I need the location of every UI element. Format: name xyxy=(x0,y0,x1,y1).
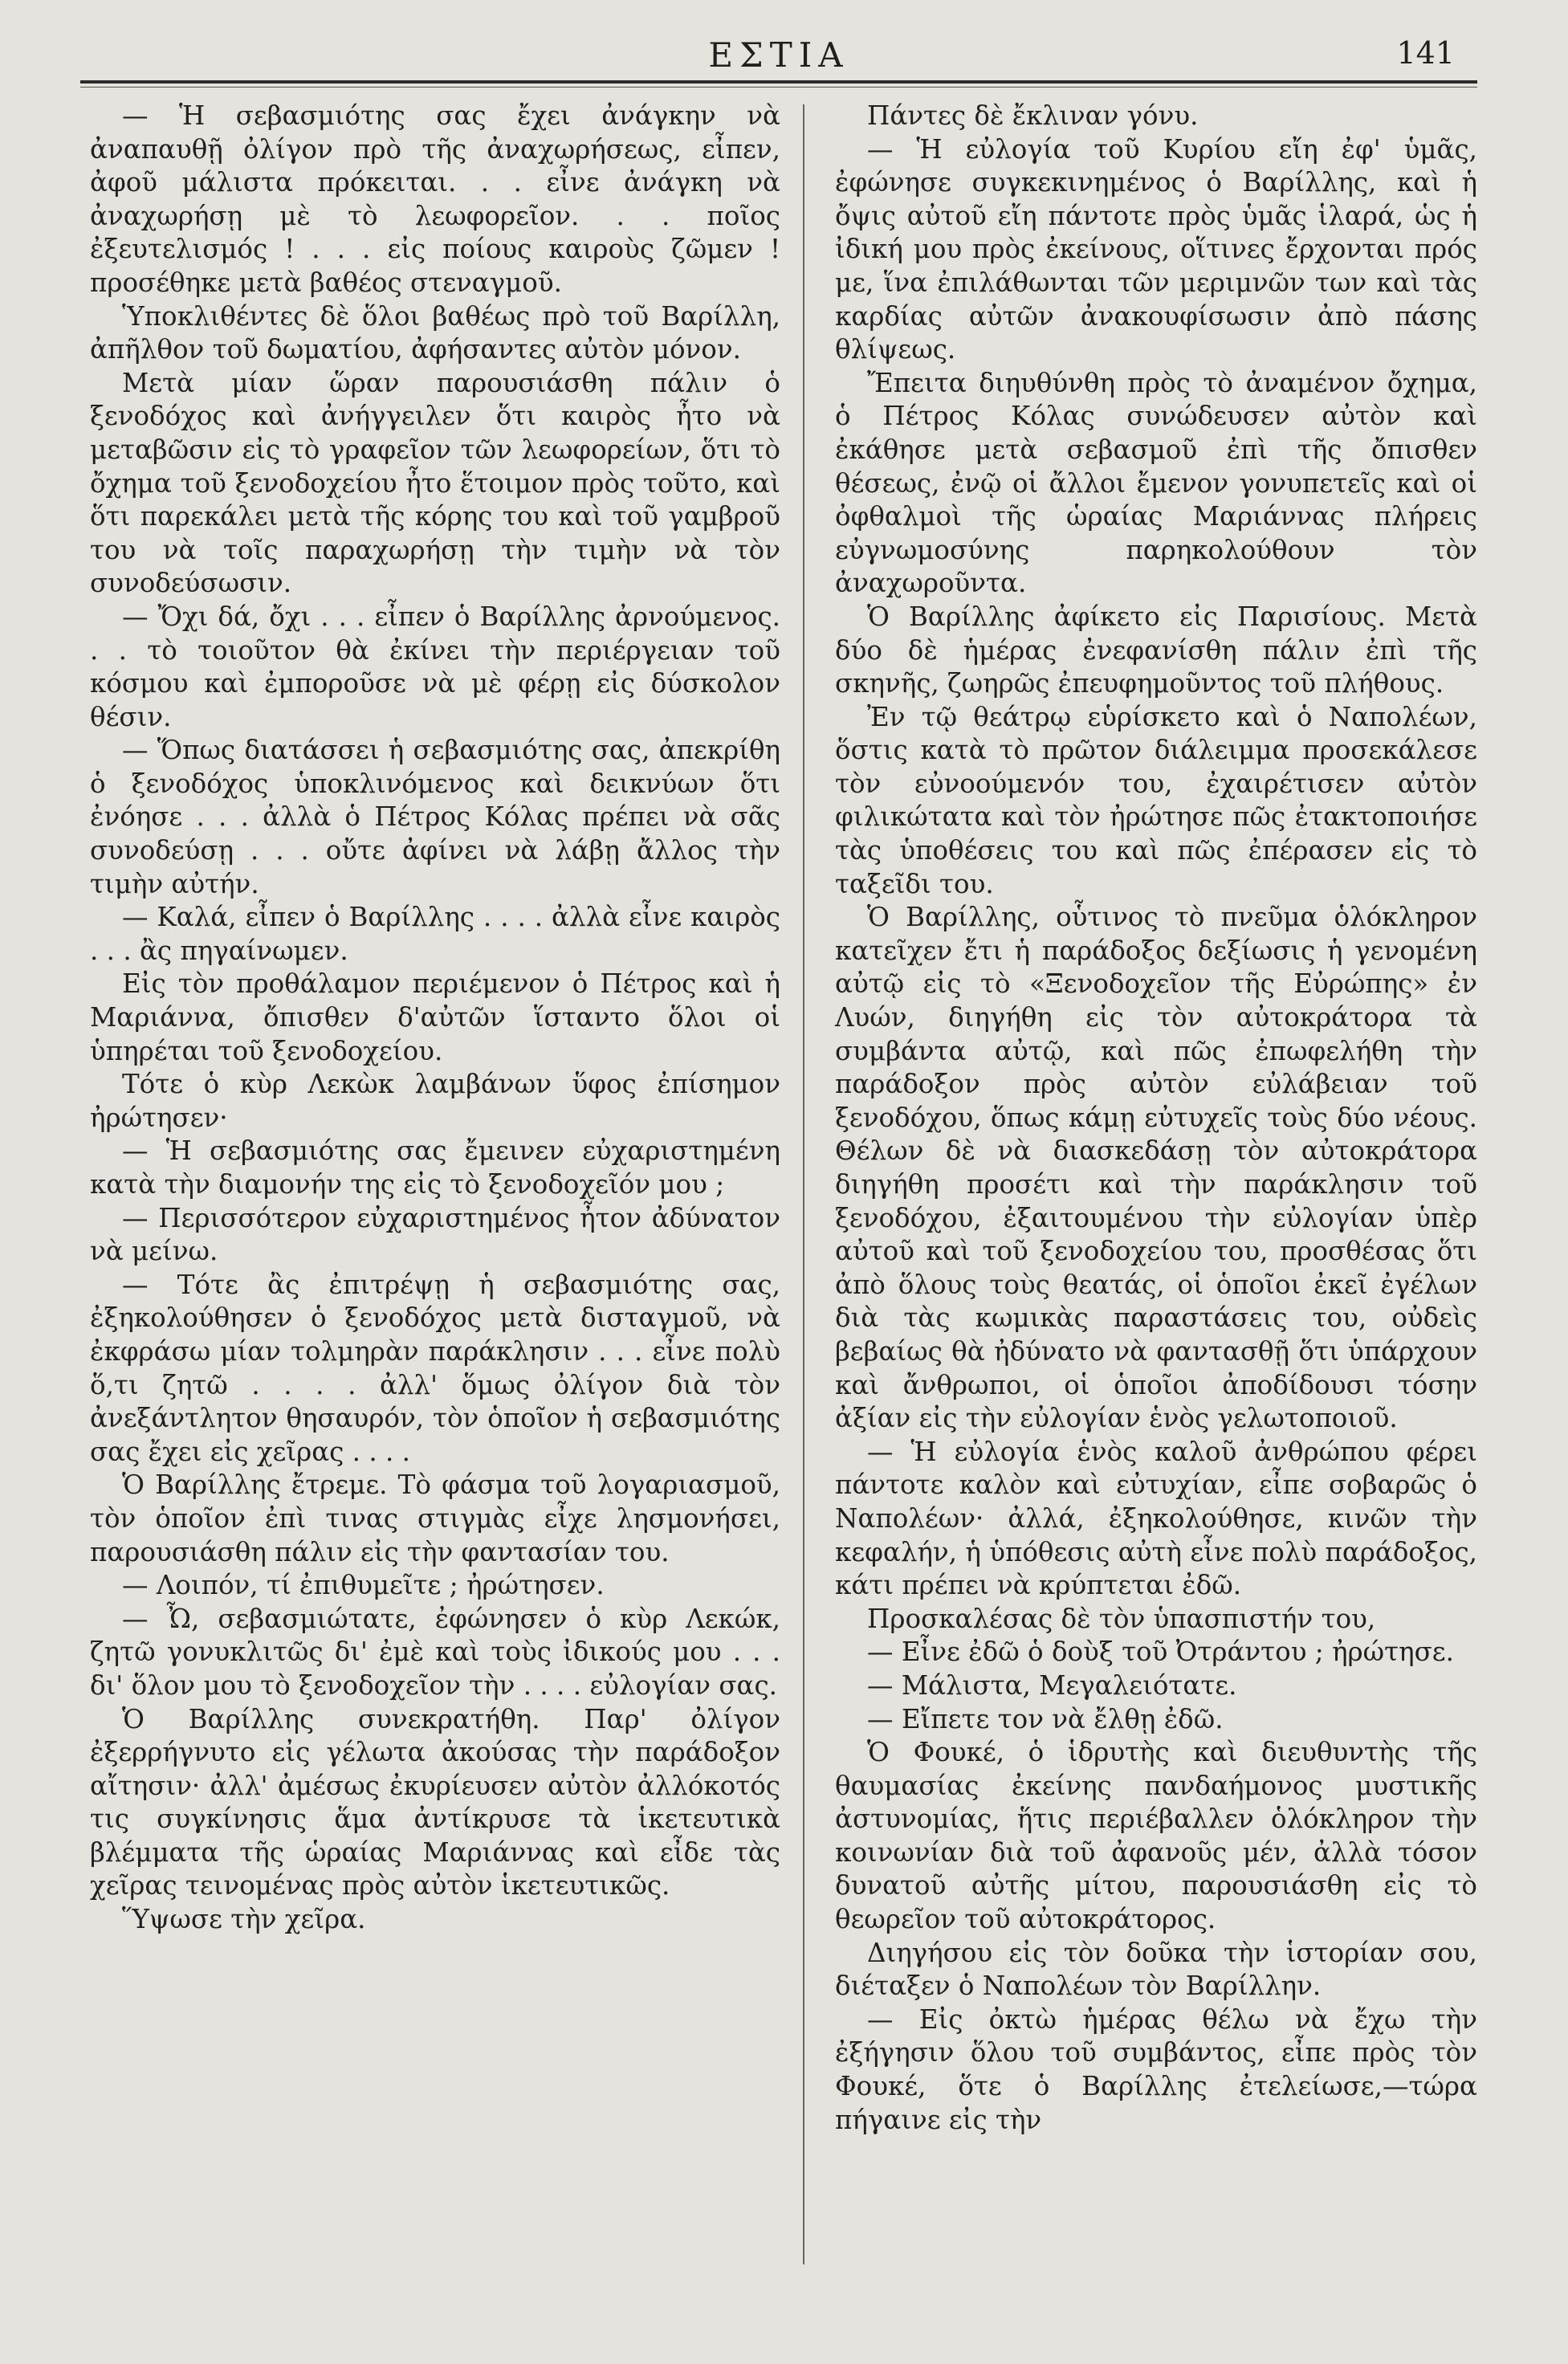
header-rule xyxy=(80,80,1477,84)
column-divider xyxy=(803,104,804,2264)
paragraph: — Ἡ σεβασμιότης σας ἔχει ἀνάγκην νὰ ἀναπαυθῇ ὀλίγον πρὸ τῆς ἀναχωρήσεως, εἶπεν, ἀφοῦ μάλιστα πρόκειται. . . εἶνε ἀνάγκη νὰ ἀναχωρήσῃ μὲ τὸ λεωφορεῖον. . . ποῖος ἐξευτελισμός ! . . . εἰς ποίους καιροὺς ζῶμεν ! προσέθηκε μετὰ βαθέος στεναγμοῦ. xyxy=(90,100,780,298)
paragraph: Εἰς τὸν προθάλαμον περιέμενον ὁ Πέτρος καὶ ἡ Μαριάννα, ὄπισθεν δ'αὐτῶν ἵσταντο ὅλοι οἱ ὑπηρέται τοῦ ξενοδοχείου. xyxy=(90,968,780,1066)
paragraph: Ὁ Βαρίλλης συνεκρατήθη. Παρ' ὀλίγον ἐξερρήγνυτο εἰς γέλωτα ἀκούσας τὴν παράδοξον αἴτησιν· ἀλλ' ἀμέσως ἐκυρίευσεν αὐτὸν ἀλλόκοτός τις συγκίνησις ἅμα ἀντίκρυσε τὰ ἱκετευτικὰ βλέμματα τῆς ὡραίας Μαριάννας καὶ εἶδε τὰς χεῖρας τεινομένας πρὸς αὐτὸν ἱκετευτικῶς. xyxy=(90,1703,780,1901)
paragraph: — Τότε ἂς ἐπιτρέψῃ ἡ σεβασμιότης σας, ἐξηκολούθησεν ὁ ξενοδόχος μετὰ δισταγμοῦ, νὰ ἐκφράσω μίαν τολμηρὰν παράκλησιν . . . εἶνε πολὺ ὅ,τι ζητῶ . . . . ἀλλ' ὅμως ὀλίγον διὰ τὸν ἀνεξάντλητον θησαυρόν, τὸν ὁποῖον ἡ σεβασμιότης σας ἔχει εἰς χεῖρας . . . . xyxy=(90,1269,780,1467)
paragraph: — Μάλιστα, Μεγαλειότατε. xyxy=(867,1669,1237,1701)
paragraph: — Ὄχι δά, ὄχι . . . εἶπεν ὁ Βαρίλλης ἀρνούμενος. . . τὸ τοιοῦτον θὰ ἐκίνει τὴν περιέργειαν τοῦ κόσμου καὶ ἐμποροῦσε νὰ μὲ φέρῃ εἰς δύσκολον θέσιν. xyxy=(90,601,780,732)
paragraph: — Περισσότερον εὐχαριστημένος ἦτον ἀδύνατον νὰ μείνω. xyxy=(90,1202,780,1267)
paragraph: Ὑποκλιθέντες δὲ ὅλοι βαθέως πρὸ τοῦ Βαρίλλη, ἀπῆλθον τοῦ δωματίου, ἀφήσαντες αὐτὸν μόνον. xyxy=(90,300,780,365)
paragraph: Τότε ὁ κὺρ Λεκὼκ λαμβάνων ὕφος ἐπίσημον ἠρώτησεν· xyxy=(90,1069,780,1133)
paragraph: — Ἡ εὐλογία τοῦ Κυρίου εἴη ἐφ' ὑμᾶς, ἐφώνησε συγκεκινημένος ὁ Βαρίλλης, καὶ ἡ ὄψις αὐτοῦ εἴη πάντοτε πρὸς ὑμᾶς ἱλαρά, ὡς ἡ ἰδική μου πρὸς ἐκείνους, οἵτινες ἔρχονται πρός με, ἵνα ἐπιλάθωνται τῶν μεριμνῶν των καὶ τὰς καρδίας αὐτῶν ἀνακουφίσωσιν ἀπὸ πάσης θλίψεως. xyxy=(835,133,1477,365)
paragraph: Ἔπειτα διηυθύνθη πρὸς τὸ ἀναμένον ὄχημα, ὁ Πέτρος Κόλας συνώδευσεν αὐτὸν καὶ ἐκάθησε μετὰ σεβασμοῦ ἐπὶ τῆς ὄπισθεν θέσεως, ἐνῷ οἱ ἄλλοι ἔμενον γονυπετεῖς καὶ οἱ ὀφθαλμοὶ τῆς ὡραίας Μαριάννας πλήρεις εὐγνωμοσύνης παρηκολούθουν τὸν ἀναχωροῦντα. xyxy=(835,367,1477,599)
paragraph: Ὁ Βαρίλλης ἔτρεμε. Τὸ φάσμα τοῦ λογαριασμοῦ, τὸν ὁποῖον ἐπὶ τινας στιγμὰς εἶχε λησμονήσει, παρουσιάσθη πάλιν εἰς τὴν φαντασίαν του. xyxy=(90,1469,780,1567)
paragraph: Ὁ Βαρίλλης, οὗτινος τὸ πνεῦμα ὁλόκληρον κατεῖχεν ἔτι ἡ παράδοξος δεξίωσις ἡ γενομένη αὐτῷ εἰς τὸ «Ξενοδοχεῖον τῆς Εὐρώπης» ἐν Λυών, διηγήθη εἰς τὸν αὐτοκράτορα τὰ συμβάντα αὐτῷ, καὶ πῶς ἐπωφελήθη τὴν παράδοξον πρὸς αὐτὸν εὐλάβειαν τοῦ ξενοδόχου, ὅπως κάμῃ εὐτυχεῖς τοὺς δύο νέους. Θέλων δὲ νὰ διασκεδάσῃ τὸν αὐτοκράτορα διηγήθη προσέτι καὶ τὴν παράκλησιν τοῦ ξενοδόχου, ἐξαιτουμένου τὴν εὐλογίαν ὑπὲρ αὐτοῦ καὶ τοῦ ξενοδοχείου του, προσθέσας ὅτι ἀπὸ ὅλους τοὺς θεατάς, οἱ ὁποῖοι ἐκεῖ ἐγέλων διὰ τὰς κωμικὰς παραστάσεις του, οὐδεὶς βεβαίως θὰ ἠδύνατο νὰ φαντασθῇ ὅτι ὑπάρχουν καὶ ἄνθρωποι, οἱ ὁποῖοι ἀποδίδουσι τόσην ἀξίαν εἰς τὴν εὐλογίαν ἑνὸς γελωτοποιοῦ. xyxy=(835,902,1477,1434)
paragraph: Διηγήσου εἰς τὸν δοῦκα τὴν ἱστορίαν σου, διέταξεν ὁ Ναπολέων τὸν Βαρίλλην. xyxy=(835,1937,1477,2002)
paragraph: Προσκαλέσας δὲ τὸν ὑπασπιστήν του, xyxy=(867,1603,1376,1634)
right-column xyxy=(835,100,1477,2137)
page-header xyxy=(80,27,1477,75)
page-number: 141 xyxy=(1396,35,1455,71)
paragraph: Ὁ Φουκέ, ὁ ἱδρυτὴς καὶ διευθυντὴς τῆς θαυμασίας ἐκείνης πανδαήμονος μυστικῆς ἀστυνομίας, ἥτις περιέβαλλεν ὁλόκληρον τὴν κοινωνίαν διὰ τοῦ ἀφανοῦς μέν, ἀλλὰ τόσον δυνατοῦ αὐτῆς μίτου, παρουσιάσθη εἰς τὸ θεωρεῖον τοῦ αὐτοκράτορος. xyxy=(835,1737,1477,1935)
left-column xyxy=(90,100,780,1937)
paragraph: — Εἶνε ἐδῶ ὁ δοὺξ τοῦ Ὀτράντου ; ἠρώτησε. xyxy=(867,1636,1454,1668)
paragraph: Πάντες δὲ ἔκλιναν γόνυ. xyxy=(867,100,1199,131)
paragraph: — Ὅπως διατάσσει ἡ σεβασμιότης σας, ἀπεκρίθη ὁ ξενοδόχος ὑποκλινόμενος καὶ δεικνύων ὅτι ἐνόησε . . . ἀλλὰ ὁ Πέτρος Κόλας πρέπει νὰ σᾶς συνοδεύσῃ . . . οὔτε ἀφίνει νὰ λάβῃ ἄλλος τὴν τιμὴν αὐτήν. xyxy=(90,735,780,899)
paragraph: — Ἡ εὐλογία ἑνὸς καλοῦ ἀνθρώπου φέρει πάντοτε καλὸν καὶ εὐτυχίαν, εἶπε σοβαρῶς ὁ Ναπολέων· ἀλλά, ἐξηκολούθησε, κινῶν τὴν κεφαλήν, ἡ ὑπόθεσις αὐτὴ εἶνε πολὺ παράδοξος, κάτι πρέπει νὰ κρύπτεται ἐδῶ. xyxy=(835,1436,1477,1601)
paragraph: — Εἰς ὀκτὼ ἡμέρας θέλω νὰ ἔχω τὴν ἐξήγησιν ὅλου τοῦ συμβάντος, εἶπε πρὸς τὸν Φουκέ, ὅτε ὁ Βαρίλλης ἐτελείωσε,—τώρα πήγαινε εἰς τὴν xyxy=(835,2003,1477,2135)
paragraph: Ἐν τῷ θεάτρῳ εὑρίσκετο καὶ ὁ Ναπολέων, ὅστις κατὰ τὸ πρῶτον διάλειμμα προσεκάλεσε τὸν εὐνοούμενόν του, ἐχαιρέτισεν αὐτὸν φιλικώτατα καὶ τὸν ἠρώτησε πῶς ἐτακτοποιήσε τὰς ὑποθέσεις του καὶ πῶς ἐπέρασεν εἰς τὸ ταξεῖδι του. xyxy=(835,701,1477,899)
paragraph: Ὕψωσε τὴν χεῖρα. xyxy=(122,1904,366,1935)
paragraph: — Ὦ, σεβασμιώτατε, ἐφώνησεν ὁ κὺρ Λεκώκ, ζητῶ γονυκλιτῶς δι' ἐμὲ καὶ τοὺς ἰδικούς μου . . . δι' ὅλον μου τὸ ξενοδοχεῖον τὴν . . . . εὐλογίαν σας. xyxy=(90,1603,780,1701)
running-title: ΕΣΤΙΑ xyxy=(708,35,849,75)
paragraph: Ὁ Βαρίλλης ἀφίκετο εἰς Παρισίους. Μετὰ δύο δὲ ἡμέρας ἐνεφανίσθη πάλιν ἐπὶ τῆς σκηνῆς, ζωηρῶς ἐπευφημοῦντος τοῦ πλήθους. xyxy=(835,601,1477,699)
paragraph: — Καλά, εἶπεν ὁ Βαρίλλης . . . . ἀλλὰ εἶνε καιρὸς . . . ἂς πηγαίνωμεν. xyxy=(90,902,780,966)
paragraph: — Λοιπόν, τί ἐπιθυμεῖτε ; ἠρώτησεν. xyxy=(122,1570,605,1601)
paragraph: Μετὰ μίαν ὥραν παρουσιάσθη πάλιν ὁ ξενοδόχος καὶ ἀνήγγειλεν ὅτι καιρὸς ἦτο νὰ μεταβῶσιν εἰς τὸ γραφεῖον τῶν λεωφορείων, ὅτι τὸ ὄχημα τοῦ ξενοδοχείου ἦτο ἕτοιμον πρὸς τοῦτο, καὶ ὅτι παρεκάλει μετὰ τῆς κόρης του καὶ τοῦ γαμβροῦ του νὰ τοῖς παραχωρήσῃ τὴν τιμὴν νὰ τὸν συνοδεύσωσιν. xyxy=(90,367,780,599)
header-rule-thin xyxy=(80,87,1477,88)
paragraph: — Εἴπετε τον νὰ ἔλθῃ ἐδῶ. xyxy=(867,1703,1224,1734)
paragraph: — Ἡ σεβασμιότης σας ἔμεινεν εὐχαριστημένη κατὰ τὴν διαμονήν της εἰς τὸ ξενοδοχεῖόν μου ; xyxy=(90,1135,780,1200)
